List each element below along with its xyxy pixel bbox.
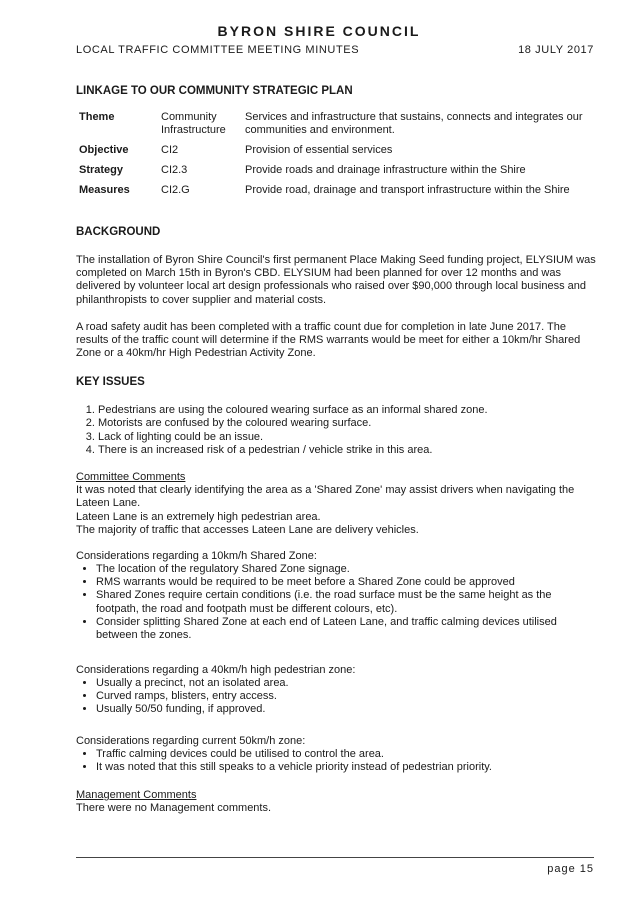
committee-comments-heading: Committee Comments xyxy=(76,471,186,483)
list-item: • Consider splitting Shared Zone at each end of Lateen Lane, and traffic calming devices utilised between the zones. xyxy=(96,616,596,642)
background-paragraph-1: The installation of Byron Shire Council's first permanent Place Making Seed funding project, ELYSIUM was completed on March 15th in Byron's CBD. ELYSIUM had been planned for over 12 months and was delivered by volunteer local art design professionals who raised over $90,000 through local business and philanthropists to cover supplier and material costs. xyxy=(76,254,596,306)
row-description: Provide road, drainage and transport infrastructure within the Shire xyxy=(245,184,570,196)
row-code: CI2.G xyxy=(161,184,190,196)
row-description: Provision of essential services xyxy=(245,144,393,156)
key-issues-list xyxy=(76,404,488,458)
row-code: CI2.3 xyxy=(161,164,188,176)
meeting-title: LOCAL TRAFFIC COMMITTEE MEETING MINUTES xyxy=(76,44,360,56)
key-issues-heading: KEY ISSUES xyxy=(76,376,145,388)
committee-comment-3: The majority of traffic that accesses Lateen Lane are delivery vehicles. xyxy=(76,524,419,536)
committee-comment-1: It was noted that clearly identifying the area as a 'Shared Zone' may assist drivers when navigating the Lateen Lane. xyxy=(76,484,575,510)
background-heading: BACKGROUND xyxy=(76,226,161,238)
background-paragraph-2: A road safety audit has been completed with a traffic count due for completion in late June 2017. The results of the traffic count will determine if the RMS warrants would be meet for either a 10km/hr Shared Zone or a 40km/hr High Pedestrian Activity Zone. xyxy=(76,321,581,360)
table-row xyxy=(79,164,595,184)
row-code: Community Infrastructure xyxy=(161,111,226,136)
list-item: • RMS warrants would be required to be meet before a Shared Zone could be approved xyxy=(96,576,596,589)
management-comments-text: There were no Management comments. xyxy=(76,802,272,814)
list-item: • Usually a precinct, not an isolated area. xyxy=(96,677,596,690)
list-item: 4. There is an increased risk of a pedestrian / vehicle strike in this area. xyxy=(98,444,488,457)
row-key: Measures xyxy=(79,184,130,196)
strategic-plan-table xyxy=(79,111,595,204)
linkage-heading: LINKAGE TO OUR COMMUNITY STRATEGIC PLAN xyxy=(76,85,353,97)
page-number: page 15 xyxy=(547,863,594,875)
list-item: • The location of the regulatory Shared Zone signage. xyxy=(96,563,596,576)
list-item: • It was noted that this still speaks to a vehicle priority instead of pedestrian priority. xyxy=(96,761,596,774)
committee-comment-2: Lateen Lane is an extremely high pedestrian area. xyxy=(76,511,321,523)
row-code: CI2 xyxy=(161,144,179,156)
list-item: 3. Lack of lighting could be an issue. xyxy=(98,431,488,444)
ped-zone-intro: Considerations regarding a 40km/h high pedestrian zone: xyxy=(76,664,356,676)
table-row xyxy=(79,111,595,144)
row-key: Theme xyxy=(79,111,115,123)
row-description: Provide roads and drainage infrastructure within the Shire xyxy=(245,164,526,176)
list-item: • Usually 50/50 funding, if approved. xyxy=(96,703,596,716)
list-item: • Shared Zones require certain conditions (i.e. the road surface must be the same height as the footpath, the road and footpath must be different colours, etc). xyxy=(96,589,596,615)
list-item: • Curved ramps, blisters, entry access. xyxy=(96,690,596,703)
row-key: Objective xyxy=(79,144,129,156)
list-item: 1. Pedestrians are using the coloured wearing surface as an informal shared zone. xyxy=(98,404,488,417)
table-row xyxy=(79,144,595,164)
current-zone-list xyxy=(76,748,596,774)
list-item: • Traffic calming devices could be utilised to control the area. xyxy=(96,748,596,761)
row-key: Strategy xyxy=(79,164,124,176)
shared-zone-list xyxy=(76,563,596,642)
list-item: 2. Motorists are confused by the coloured wearing surface. xyxy=(98,417,488,430)
row-description: Services and infrastructure that sustains, connects and integrates our communities and environment. xyxy=(245,111,583,136)
meeting-date: 18 JULY 2017 xyxy=(518,44,594,56)
management-comments-heading: Management Comments xyxy=(76,789,197,801)
footer-divider xyxy=(76,857,594,858)
council-title: BYRON SHIRE COUNCIL xyxy=(217,23,421,39)
ped-zone-list xyxy=(76,677,596,717)
shared-zone-intro: Considerations regarding a 10km/h Shared Zone: xyxy=(76,550,317,562)
current-zone-intro: Considerations regarding current 50km/h zone: xyxy=(76,735,306,747)
table-row xyxy=(79,184,595,204)
